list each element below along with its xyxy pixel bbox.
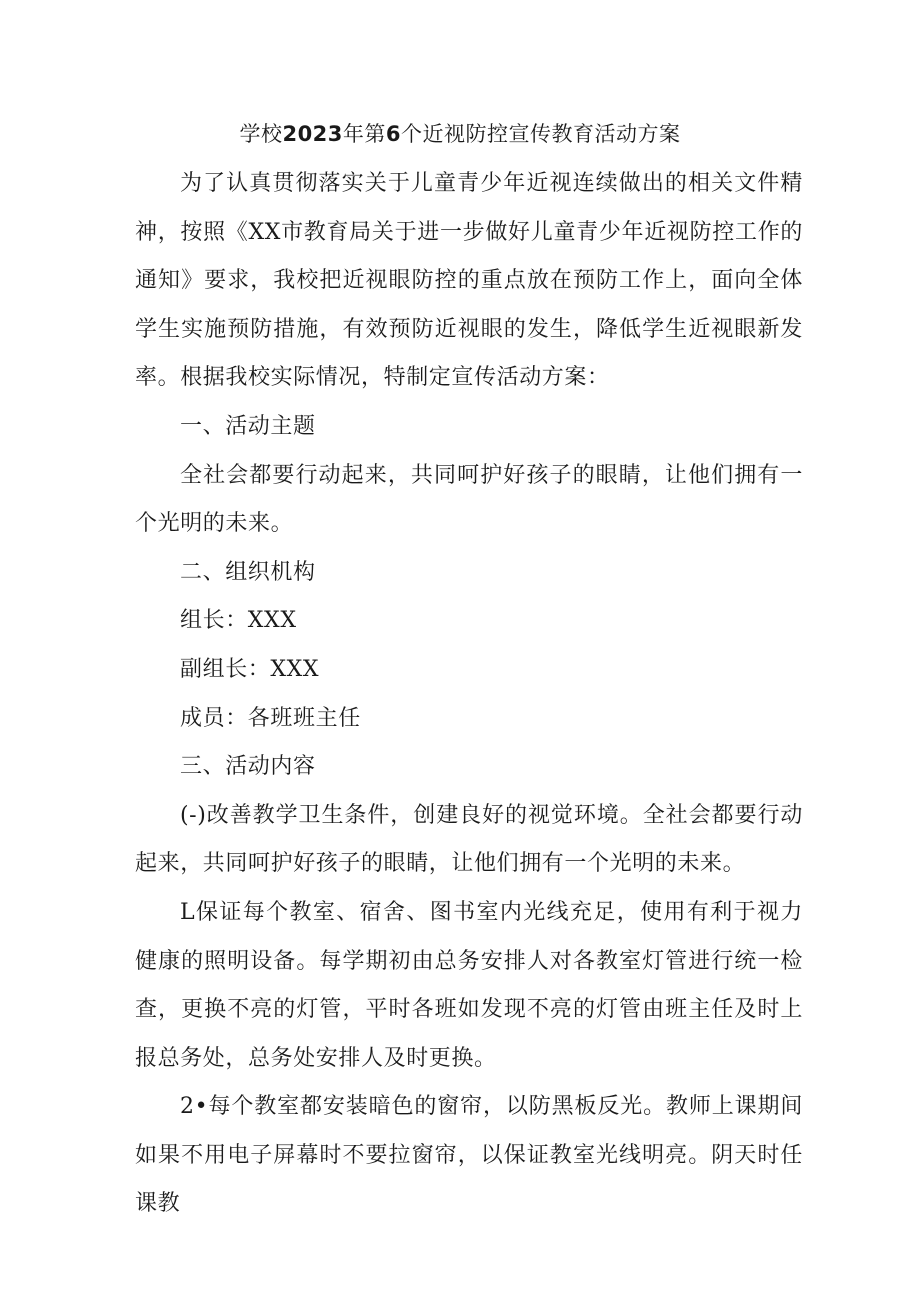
section-heading-content: 三、活动内容 — [180, 754, 316, 780]
content-subitem-1: L保证每个教室、宿舍、图书室内光线充足，使用有利于视力健康的照明设备。每学期初由总务安排人对各教室灯管进行统一检查，更换不亮的灯管，平时各班如发现不亮的灯管由班主任及时上报总务处，总务处安排人及时更换。 — [135, 899, 803, 1071]
section-heading-organization: 二、组织机构 — [180, 559, 316, 585]
title-suffix: 个近视防控宣传教育活动方案 — [401, 122, 681, 146]
deputy-leader-line: 副组长：XXX — [180, 656, 320, 682]
title-mid: 年第 — [342, 122, 386, 146]
title-year: 2023 — [282, 122, 343, 146]
title-prefix: 学校 — [239, 122, 283, 146]
content-item-1: (-)改善教学卫生条件，创建良好的视觉环境。全社会都要行动起来，共同呵护好孩子的眼睛，让他们拥有一个光明的未来。 — [135, 802, 803, 877]
document-title — [0, 118, 920, 150]
leader-line: 组长：XXX — [180, 608, 297, 634]
document-body — [135, 160, 803, 1229]
members-line: 成员：各班班主任 — [180, 705, 361, 731]
section-heading-theme: 一、活动主题 — [180, 413, 316, 439]
title-number: 6 — [385, 122, 402, 146]
theme-paragraph: 全社会都要行动起来，共同呵护好孩子的眼睛，让他们拥有一个光明的未来。 — [135, 462, 803, 537]
intro-paragraph: 为了认真贯彻落实关于儿童青少年近视连续做出的相关文件精神，按照《XX市教育局关于进一步做好儿童青少年近视防控工作的通知》要求，我校把近视眼防控的重点放在预防工作上，面向全体学生实施预防措施，有效预防近视眼的发生，降低学生近视眼新发率。根据我校实际情况，特制定宣传活动方案： — [135, 171, 803, 391]
content-subitem-2: 2•每个教室都安装暗色的窗帘，以防黑板反光。教师上课期间如果不用电子屏幕时不要拉窗帘，以保证教室光线明亮。阴天时任课教 — [135, 1094, 803, 1217]
